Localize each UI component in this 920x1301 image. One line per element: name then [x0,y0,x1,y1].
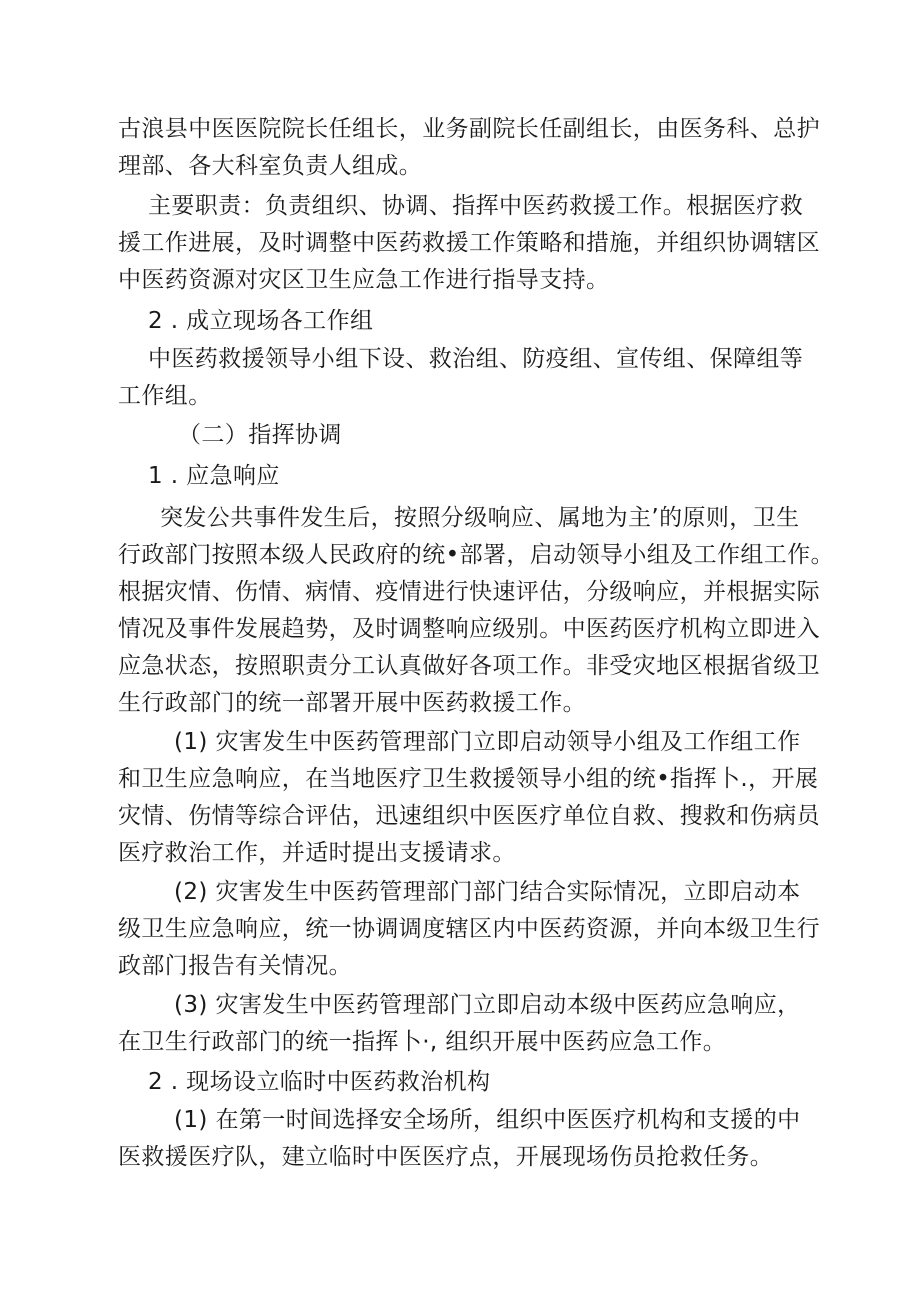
text-line: 应急状态，按照职责分工认真做好各项工作。非受灾地区根据省级卫 [118,653,820,679]
text-line: 中医药救援领导小组下设、救治组、防疫组、宣传组、保障组等 [148,346,804,372]
section-heading: 2 . 成立现场各工作组 [148,308,374,334]
text-line: 突发公共事件发生后，按照分级响应、属地为主’的原则，卫生 [160,505,800,531]
text-line: 生行政部门的统一部署开展中医药救援工作。 [118,690,586,716]
text-line: 和卫生应急响应，在当地医疗卫生救援领导小组的统•指挥卜.，开展 [118,766,819,792]
text-line: 医疗救治工作，并适时提出支援请求。 [118,840,516,866]
text-line: 医救援医疗队，建立临时中医医疗点，开展现场伤员抢救任务。 [118,1144,774,1170]
text-line: 行政部门按照本级人民政府的统•部署，启动领导小组及工作组工作。 [118,542,834,568]
text-line: 中医药资源对灾区卫生应急工作进行指导支持。 [118,267,610,293]
text-line: 理部、各大科室负责人组成。 [118,153,423,179]
text-line: 古浪县中医医院院长任组长，业务副院长任副组长，由医务科、总护 [118,116,820,142]
section-heading: （二）指挥协调 [178,422,342,448]
text-line: (3) 灾害发生中医药管理部门立即启动本级中医药应急响应， [174,992,801,1018]
text-line: (1) 灾害发生中医药管理部门立即启动领导小组及工作组工作 [174,729,801,755]
text-line: (1) 在第一时间选择安全场所，组织中医医疗机构和支援的中 [174,1107,801,1133]
text-line: 灾情、伤情等综合评估，迅速组织中医医疗单位自救、搜救和伤病员 [118,803,820,829]
section-heading: 2 . 现场设立临时中医药救治机构 [148,1069,491,1095]
text-line: 根据灾情、伤情、病情、疫情进行快速评估，分级响应，并根据实际 [118,579,820,605]
text-line: 在卫生行政部门的统一指挥卜·, 组织开展中医药应急工作。 [118,1029,727,1055]
text-line: 主要职责：负责组织、协调、指挥中医药救援工作。根据医疗救 [148,193,804,219]
text-line: 级卫生应急响应，统一协调调度辖区内中医药资源，并向本级卫生行 [118,916,820,942]
text-line: (2) 灾害发生中医药管理部门部门结合实际情况，立即启动本 [174,879,801,905]
section-heading: 1 . 应急响应 [148,463,280,489]
text-line: 援工作进展，及时调整中医药救援工作策略和措施，并组织协调辖区 [118,230,820,256]
text-line: 工作组。 [118,383,212,409]
text-line: 情况及事件发展趋势，及时调整响应级别。中医药医疗机构立即进入 [118,616,820,642]
text-line: 政部门报告有关情况。 [118,953,352,979]
